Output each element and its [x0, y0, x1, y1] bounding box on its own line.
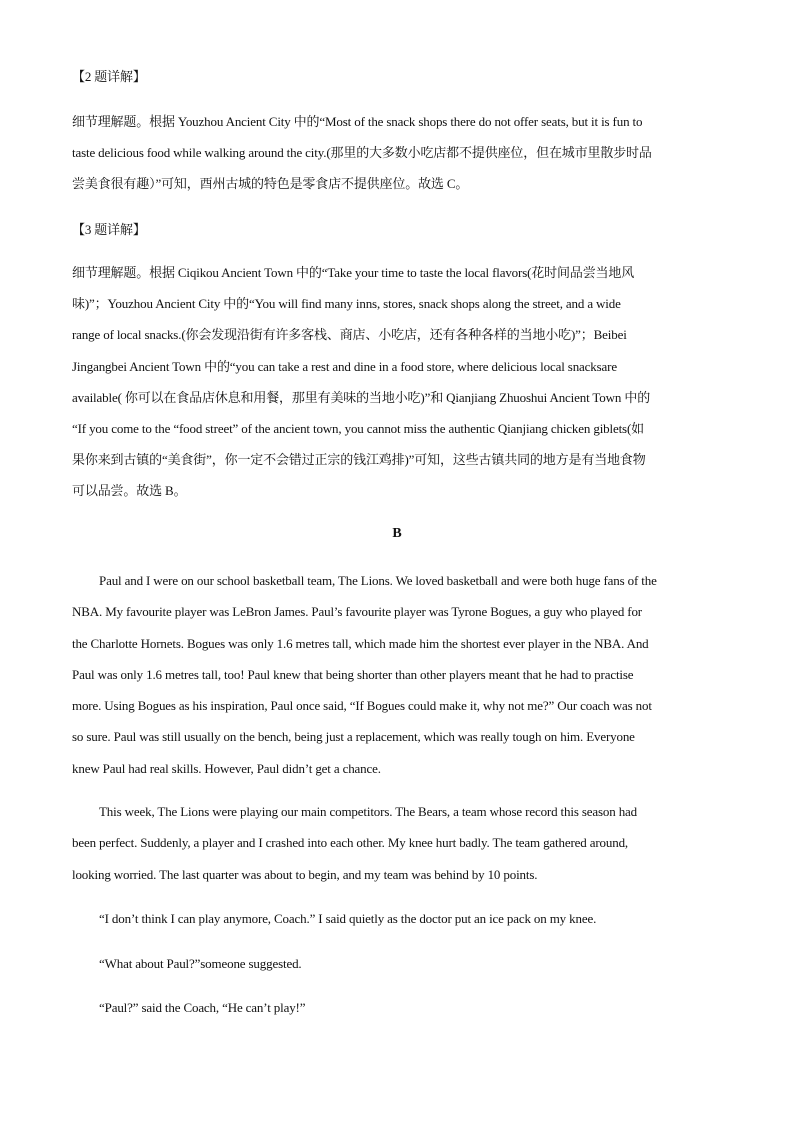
section-3-line: 细节理解题。根据 Ciqikou Ancient Town 中的“Take your time to taste the local flavors(花时间品尝当地风 [72, 265, 635, 280]
section-2-line: taste delicious food while walking around the city.(那里的大多数小吃店都不提供座位，但在城市里散步时品 [72, 145, 652, 161]
paragraph-line: This week, The Lions were playing our main competitors. The Bears, a team whose record this season had [99, 804, 638, 819]
section-3-line: 味)”；Youzhou Ancient City 中的“You will find many inns, stores, snack shops along the street, and a wide [72, 296, 621, 312]
section-3-line: 可以品尝。故选 B。 [72, 483, 187, 499]
section-3-line: “If you come to the “food street” of the ancient town, you cannot miss the authentic Qianjiang chicken giblets(如 [72, 420, 644, 436]
section-3-line: range of local snacks.(你会发现沿街有许多客栈、商店、小吃店，还有各种各样的当地小吃)”；Beibei [72, 327, 627, 343]
paragraph-line: Paul and I were on our school basketball team, The Lions. We loved basketball and were both huge fans of the [99, 573, 657, 588]
passage-paragraph-2 [72, 796, 722, 890]
paragraph-line: more. Using Bogues as his inspiration, Paul once said, “If Bogues could make it, why not me?” Our coach was not [72, 698, 652, 714]
paragraph-line: been perfect. Suddenly, a player and I crashed into each other. My knee hurt badly. The team gathered around, [72, 835, 629, 851]
section-3-line: 果你来到古镇的“美食街”，你一定不会错过正宗的钱江鸡排)”可知，这些古镇共同的地方是有当地食物 [72, 452, 646, 468]
section-2-line: 尝美食很有趣）”可知，酉州古城的特色是零食店不提供座位。故选 C。 [72, 176, 469, 192]
dialogue-line: “I don’t think I can play anymore, Coach.” I said quietly as the doctor put an ice pack on my knee. [99, 911, 597, 926]
paragraph-line: Paul was only 1.6 metres tall, too! Paul knew that being shorter than other players meant that he had to practise [72, 666, 634, 682]
dialogue-line: “Paul?” said the Coach, “He can’t play!” [99, 1000, 306, 1015]
section-3-line: Jingangbei Ancient Town 中的“you can take a rest and dine in a food store, where delicious local snacksare [72, 358, 617, 374]
paragraph-line: NBA. My favourite player was LeBron James. Paul’s favourite player was Tyrone Bogues, a guy who played for [72, 604, 642, 620]
paragraph-line: knew Paul had real skills. However, Paul didn’t get a chance. [72, 760, 381, 776]
paragraph-line: looking worried. The last quarter was about to begin, and my team was behind by 10 points. [72, 866, 538, 882]
section-2-line: 细节理解题。根据 Youzhou Ancient City 中的“Most of the snack shops there do not offer seats, but it is fun to [72, 114, 643, 129]
dialogue-line: “What about Paul?”someone suggested. [99, 956, 302, 971]
section-3-heading: 【3 题详解】 [72, 222, 146, 237]
section-3-line: available( 你可以在食品店休息和用餐，那里有美味的当地小吃)”和 Qianjiang Zhuoshui Ancient Town 中的 [72, 389, 651, 405]
paragraph-line: so sure. Paul was still usually on the bench, being just a replacement, which was really tough on him. Everyone [72, 729, 635, 745]
section-2-heading: 【2 题详解】 [72, 69, 146, 84]
section-2-body [72, 106, 722, 200]
passage-paragraph-1 [72, 565, 722, 784]
section-3-body [72, 257, 722, 507]
passage-b-title: B [392, 526, 402, 541]
paragraph-line: the Charlotte Hornets. Bogues was only 1.6 metres tall, which made him the shortest ever player in the NBA. And [72, 635, 649, 651]
